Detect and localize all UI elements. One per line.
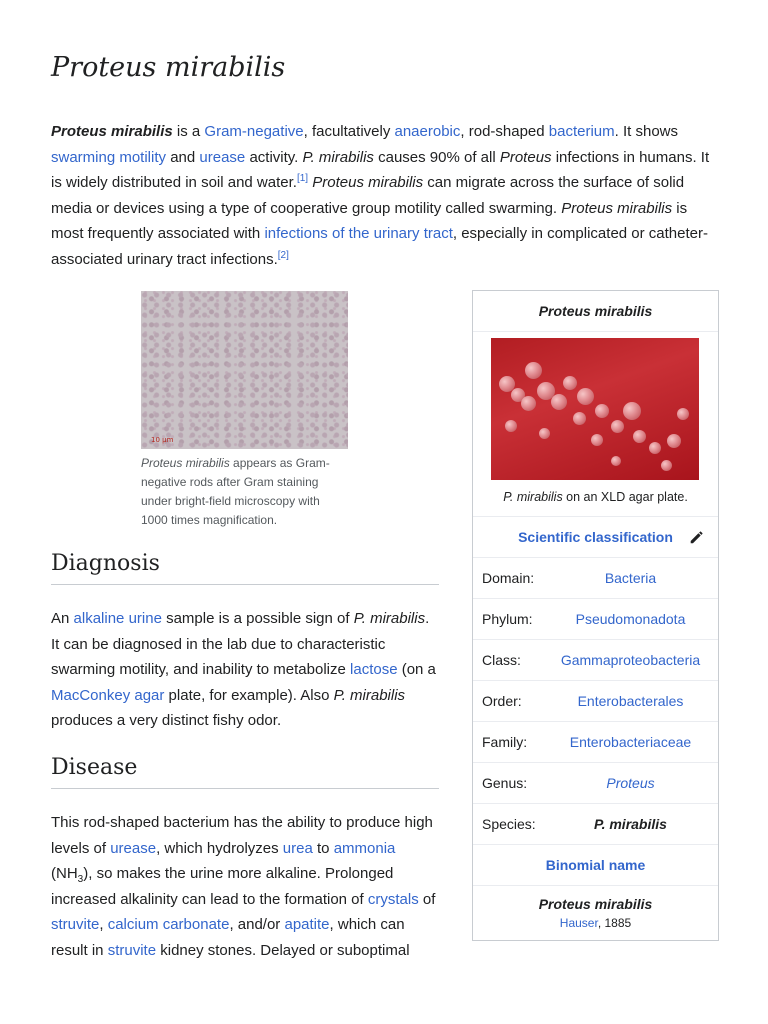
gram-stain-figure	[141, 291, 349, 530]
link-ammonia[interactable]: ammonia	[333, 839, 396, 857]
text: activity.	[245, 148, 303, 166]
text: , especially in complicated or catheter-associated urinary tract infections.	[51, 225, 708, 268]
taxo-value: P. mirabilis	[594, 816, 667, 832]
taxobox-image-caption	[473, 484, 718, 517]
text: kidney stones. Delayed or suboptimal	[156, 941, 410, 959]
binomial-name: Proteus mirabilis	[538, 896, 653, 912]
text: appears as Gram-negative rods after Gram staining under bright-field microscopy with 1000 times magnification.	[141, 456, 330, 527]
taxo-row-phylum	[473, 599, 718, 640]
text: ), so makes the urine more alkaline. Prolonged increased alkalinity can lead to the formation of	[51, 865, 394, 908]
taxo-row-species	[473, 804, 718, 845]
text: , facultatively	[303, 123, 395, 140]
text: An	[51, 610, 74, 627]
taxo-value-link[interactable]: Enterobacteriaceae	[569, 734, 692, 750]
colony	[633, 430, 646, 443]
gram-stain-image[interactable]	[141, 291, 348, 449]
taxobox-title: Proteus mirabilis	[473, 291, 718, 332]
figure-caption	[141, 454, 341, 530]
link-struvite-2[interactable]: struvite	[107, 941, 157, 959]
link-macconkey-agar[interactable]: MacConkey agar	[51, 686, 165, 704]
binomial-block	[473, 886, 718, 940]
pencil-icon[interactable]	[688, 528, 706, 546]
italic-text: P. mirabilis	[333, 686, 406, 704]
subscript: 3	[77, 874, 84, 886]
heading-diagnosis: Diagnosis	[51, 551, 439, 585]
colony	[595, 404, 609, 418]
link-urine[interactable]: urine	[128, 610, 162, 627]
text: infections in humans. It is widely distributed in soil and water.	[51, 148, 710, 192]
binomial-name-header	[473, 845, 718, 886]
binomial-authority	[473, 916, 718, 930]
taxo-row-order	[473, 681, 718, 722]
taxo-key: Species:	[482, 816, 536, 832]
text: produces a very distinct fishy odor.	[51, 712, 282, 730]
colony	[577, 388, 594, 405]
diagnosis-paragraph	[51, 606, 439, 734]
link-lactose[interactable]: lactose	[350, 661, 398, 679]
link-anaerobic[interactable]: anaerobic	[394, 123, 461, 140]
intro-paragraph	[51, 119, 719, 273]
taxo-row-family	[473, 722, 718, 763]
taxo-key: Family:	[482, 734, 528, 750]
text: causes 90% of all	[373, 148, 500, 166]
link-urea[interactable]: urea	[282, 839, 313, 857]
reference-2[interactable]: [2]	[277, 249, 289, 261]
text: is most frequently associated with	[51, 199, 688, 243]
taxo-value-link[interactable]: Gammaproteobacteria	[560, 652, 701, 668]
text: . It shows	[614, 123, 678, 140]
colony	[521, 396, 536, 411]
italic-text: P. mirabilis	[503, 490, 563, 504]
disease-paragraph	[51, 810, 439, 964]
taxo-key: Order:	[482, 693, 522, 709]
intro-name: Proteus mirabilis	[51, 123, 173, 140]
italic-text: Proteus	[499, 148, 552, 166]
text: on an XLD agar plate.	[562, 490, 688, 504]
italic-text: Proteus mirabilis	[308, 174, 424, 192]
taxo-key: Genus:	[482, 775, 528, 791]
link-crystals[interactable]: crystals	[367, 890, 419, 908]
taxo-value-link[interactable]: Pseudomonadota	[575, 611, 686, 627]
agar-plate-image[interactable]	[491, 338, 699, 480]
binomial-name-link[interactable]: Binomial name	[545, 857, 646, 873]
colony	[611, 420, 624, 433]
text: . It can be diagnosed in the lab due to characteristic swarming motility, and inability to metabolize	[51, 610, 430, 679]
taxo-value-link[interactable]: Proteus	[606, 775, 655, 791]
text: , and/or	[229, 916, 285, 934]
text: can migrate across the surface of solid media or devices using a type of cooperative group motility called swarming.	[51, 174, 685, 217]
text: sample is a possible sign of	[161, 610, 354, 627]
colony	[667, 434, 681, 448]
italic-text: P. mirabilis	[353, 610, 426, 627]
colony	[551, 394, 567, 410]
scientific-classification-header	[473, 517, 718, 558]
italic-text: Proteus mirabilis	[141, 456, 230, 470]
colony	[677, 408, 689, 420]
link-urease[interactable]: urease	[110, 839, 157, 857]
colony	[525, 362, 542, 379]
text: to	[312, 839, 334, 857]
link-gram-negative[interactable]: Gram-negative	[204, 123, 304, 140]
colony	[591, 434, 603, 446]
taxo-key: Phylum:	[482, 611, 533, 627]
link-calcium-carbonate[interactable]: calcium carbonate	[107, 916, 230, 934]
text: (on a	[397, 661, 436, 679]
colony	[611, 456, 621, 466]
colony	[539, 428, 550, 439]
text: and	[166, 148, 200, 166]
heading-disease: Disease	[51, 755, 439, 789]
text: plate, for example). Also	[164, 686, 334, 704]
link-bacterium[interactable]: bacterium	[548, 123, 615, 140]
authority-year: , 1885	[597, 916, 632, 930]
scientific-classification-link[interactable]: Scientific classification	[518, 529, 673, 545]
italic-text: Proteus mirabilis	[561, 199, 673, 217]
colony	[505, 420, 517, 432]
taxo-row-class	[473, 640, 718, 681]
scale-bar-label: 10 µm	[151, 436, 174, 444]
taxo-key: Class:	[482, 652, 521, 668]
colony	[573, 412, 586, 425]
italic-text: P. mirabilis	[302, 148, 374, 166]
text: , rod-shaped	[460, 123, 549, 140]
link-urease[interactable]: urease	[199, 148, 246, 166]
taxo-row-genus	[473, 763, 718, 804]
authority-link[interactable]: Hauser	[559, 916, 598, 930]
text: ,	[99, 916, 108, 934]
text: , which hydrolyzes	[156, 839, 283, 857]
link-alkaline[interactable]: alkaline	[73, 610, 125, 627]
text: , which can result in	[51, 916, 405, 959]
taxo-key: Domain:	[482, 570, 535, 586]
text: This rod-shaped bacterium has the ability to produce high levels of	[51, 814, 433, 857]
text: (NH	[51, 865, 78, 883]
taxo-value-link[interactable]: Bacteria	[604, 570, 657, 586]
reference-1[interactable]: [1]	[296, 173, 309, 185]
colony	[563, 376, 577, 390]
link-apatite[interactable]: apatite	[284, 916, 330, 934]
colony	[623, 402, 641, 420]
colony	[649, 442, 661, 454]
page-title: Proteus mirabilis	[51, 52, 286, 83]
link-struvite[interactable]: struvite	[51, 916, 100, 934]
taxobox-image-wrap	[473, 332, 718, 484]
colony	[661, 460, 672, 471]
text: of	[418, 890, 436, 908]
taxobox	[472, 290, 719, 941]
text: is a	[172, 123, 205, 140]
taxo-value-link[interactable]: Enterobacterales	[577, 693, 684, 709]
taxo-row-domain	[473, 558, 718, 599]
link-swarming-motility[interactable]: swarming motility	[51, 148, 167, 166]
link-urinary-tract-infections[interactable]: infections of the urinary tract	[264, 225, 453, 243]
